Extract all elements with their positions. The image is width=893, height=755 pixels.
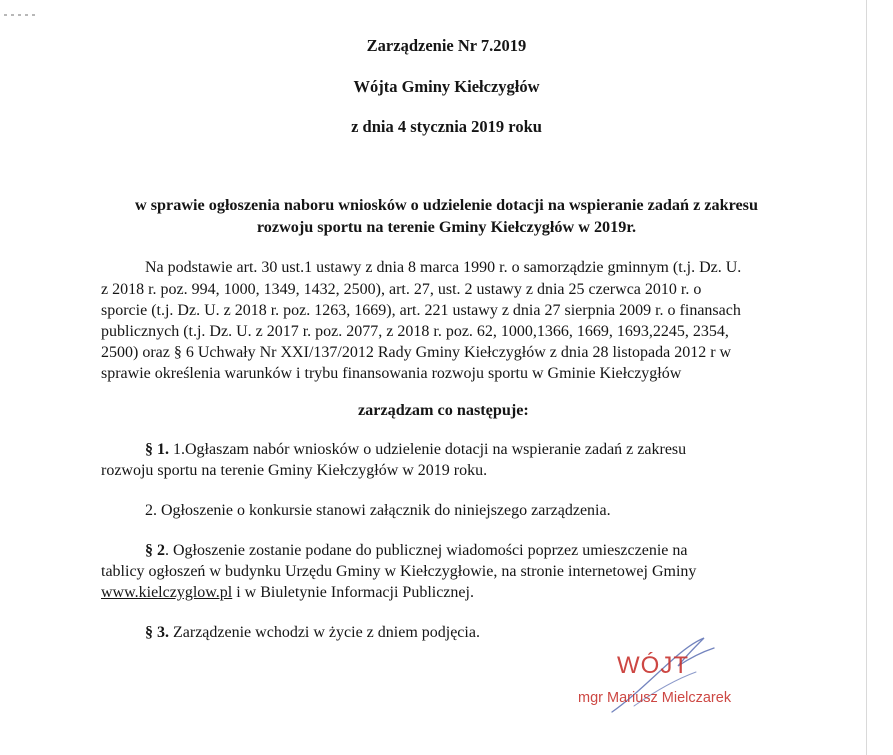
section-3-mark: § 3. [145, 624, 169, 641]
preamble-line: publicznych (t.j. Dz. U. z 2017 r. poz. 2077, z 2018 r. poz. 62, 1000,1366, 1669, 1693,2245, 2354, [101, 323, 729, 340]
section-2-mark: § 2 [145, 542, 165, 559]
preamble-line: z 2018 r. poz. 994, 1000, 1349, 1432, 2500), art. 27, ust. 2 ustawy z dnia 25 czerwca 2010 r. o [101, 281, 702, 298]
section-2-line-3 [101, 584, 474, 602]
subject-line-2: rozwoju sportu na terenie Gminy Kiełczygłów w 2019r. [256, 218, 637, 236]
section-1-point-2: 2. Ogłoszenie o konkursie stanowi załącznik do niniejszego zarządzenia. [145, 502, 611, 519]
section-2-text: . Ogłoszenie zostanie podane do publicznej wiadomości poprzez umieszczenie na [165, 542, 688, 559]
preamble-line: Na podstawie art. 30 ust.1 ustawy z dnia 8 marca 1990 r. o samorządzie gminnym (t.j. Dz. U. [145, 259, 742, 276]
section-1-line-2: rozwoju sportu na terenie Gminy Kiełczygłów w 2019 roku. [101, 462, 488, 479]
scan-edge-line [866, 0, 867, 755]
preamble-line: 2500) oraz § 6 Uchwały Nr XXI/137/2012 Rady Gminy Kiełczygłów z dnia 28 listopada 2012 r w [101, 344, 732, 361]
municipality-website-link[interactable]: www.kielczyglow.pl [101, 584, 233, 601]
decree-title: Zarządzenie Nr 7.2019 [366, 36, 527, 55]
section-2-line-2: tablicy ogłoszeń w budynku Urzędu Gminy w Kiełczygłowie, na stronie internetowej Gminy [101, 563, 697, 580]
preamble-line: sprawie określenia warunków i trybu finansowania rozwoju sportu w Gminie Kiełczygłów [101, 365, 682, 382]
section-1-text: 1.Ogłaszam nabór wniosków o udzielenie dotacji na wspieranie zadań z zakresu [169, 441, 687, 458]
decree-issuer: Wójta Gminy Kiełczygłów [353, 77, 540, 96]
stamp-name: mgr Mariusz Mielczarek [578, 690, 732, 706]
section-3-line [145, 624, 480, 642]
section-2-line-1 [145, 542, 687, 560]
decree-date: z dnia 4 stycznia 2019 roku [351, 117, 542, 136]
section-1-mark: § 1. [145, 441, 169, 458]
scan-corner-marks [4, 3, 52, 7]
subject-line-1: w sprawie ogłoszenia naboru wniosków o udzielenie dotacji na wspieranie zadań z zakresu [135, 196, 758, 214]
decree-heading: zarządzam co następuje: [358, 401, 529, 419]
stamp-title: WÓJT [617, 652, 689, 679]
section-3-text: Zarządzenie wchodzi w życie z dniem podjęcia. [169, 624, 480, 641]
section-1-line-1 [145, 441, 686, 459]
preamble-line: sporcie (t.j. Dz. U. z 2018 r. poz. 1263, 1669), art. 221 ustawy z dnia 27 sierpnia 2009 r. o finansach [101, 302, 741, 319]
section-2-line-3-rest: i w Biuletynie Informacji Publicznej. [232, 584, 474, 601]
